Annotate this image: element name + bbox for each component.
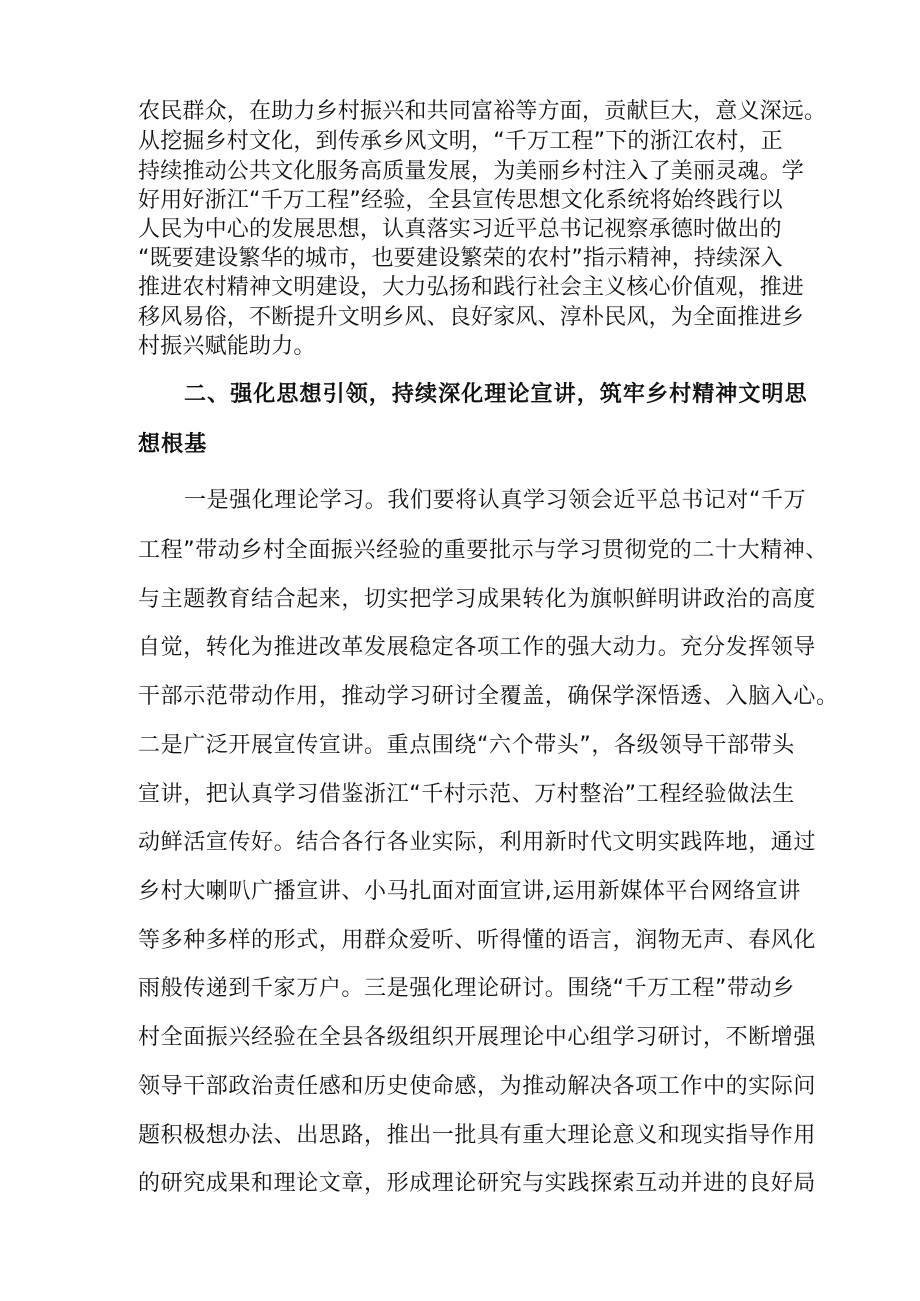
intro-line: 持续推动公共文化服务高质量发展，为美丽乡村注入了美丽灵魂。学 — [138, 159, 805, 184]
intro-line: 村振兴赋能助力。 — [138, 334, 316, 359]
body-line: 干部示范带动作用，推动学习研讨全覆盖，确保学深悟透、入脑入心。 — [138, 684, 839, 709]
body-line: 工程”带动乡村全面振兴经验的重要批示与学习贯彻党的二十大精神、 — [138, 538, 828, 563]
body-line: 宣讲，把认真学习借鉴浙江“千村示范、万村整治”工程经验做法生 — [138, 782, 795, 807]
body-line: 二是广泛开展宣传宣讲。重点围绕“六个带头”，各级领导干部带头 — [138, 733, 795, 758]
body-line: 动鲜活宣传好。结合各行各业实际，利用新时代文明实践阵地，通过 — [138, 830, 817, 855]
body-line: 村全面振兴经验在全县各级组织开展理论中心组学习研讨，不断增强 — [138, 1025, 817, 1050]
heading-line: 二、强化思想引领，持续深化理论宣讲，筑牢乡村精神文明思 — [184, 382, 808, 407]
intro-line: 从挖掘乡村文化，到传承乡风文明，“千万工程”下的浙江农村，正 — [138, 129, 783, 154]
body-line: 一是强化理论学习。我们要将认真学习领会近平总书记对“千万 — [184, 488, 807, 513]
body-line: 与主题教育结合起来，切实把学习成果转化为旗帜鲜明讲政治的高度 — [138, 587, 817, 612]
intro-line: 推进农村精神文明建设，大力弘扬和践行社会主义核心价值观，推进 — [138, 275, 805, 300]
intro-line: 人民为中心的发展思想，认真落实习近平总书记视察承德时做出的 — [138, 217, 782, 242]
intro-line: “既要建设繁华的城市，也要建设繁荣的农村”指示精神，持续深入 — [138, 246, 783, 271]
body-line: 的研究成果和理论文章，形成理论研究与实践探索互动并进的良好局 — [138, 1171, 817, 1196]
intro-line: 好用好浙江“千万工程”经验，全县宣传思想文化系统将始终践行以 — [138, 188, 783, 213]
body-line: 等多种多样的形式，用群众爱听、听得懂的语言，润物无声、春风化 — [138, 928, 817, 953]
heading-line: 想根基 — [138, 432, 208, 457]
body-line: 乡村大喇叭广播宣讲、小马扎面对面宣讲,运用新媒体平台网络宣讲 — [138, 879, 801, 904]
body-line: 自觉，转化为推进改革发展稳定各项工作的强大动力。充分发挥领导 — [138, 635, 817, 660]
intro-line: 农民群众，在助力乡村振兴和共同富裕等方面，贡献巨大，意义深远。 — [138, 99, 827, 124]
intro-line: 移风易俗，不断提升文明乡风、良好家风、淳朴民风，为全面推进乡 — [138, 305, 805, 330]
body-line: 领导干部政治责任感和历史使命感，为推动解决各项工作中的实际问 — [138, 1074, 817, 1099]
body-line: 雨般传递到千家万户。三是强化理论研讨。围绕“千万工程”带动乡 — [138, 976, 795, 1001]
body-line: 题积极想办法、出思路，推出一批具有重大理论意义和现实指导作用 — [138, 1123, 817, 1148]
